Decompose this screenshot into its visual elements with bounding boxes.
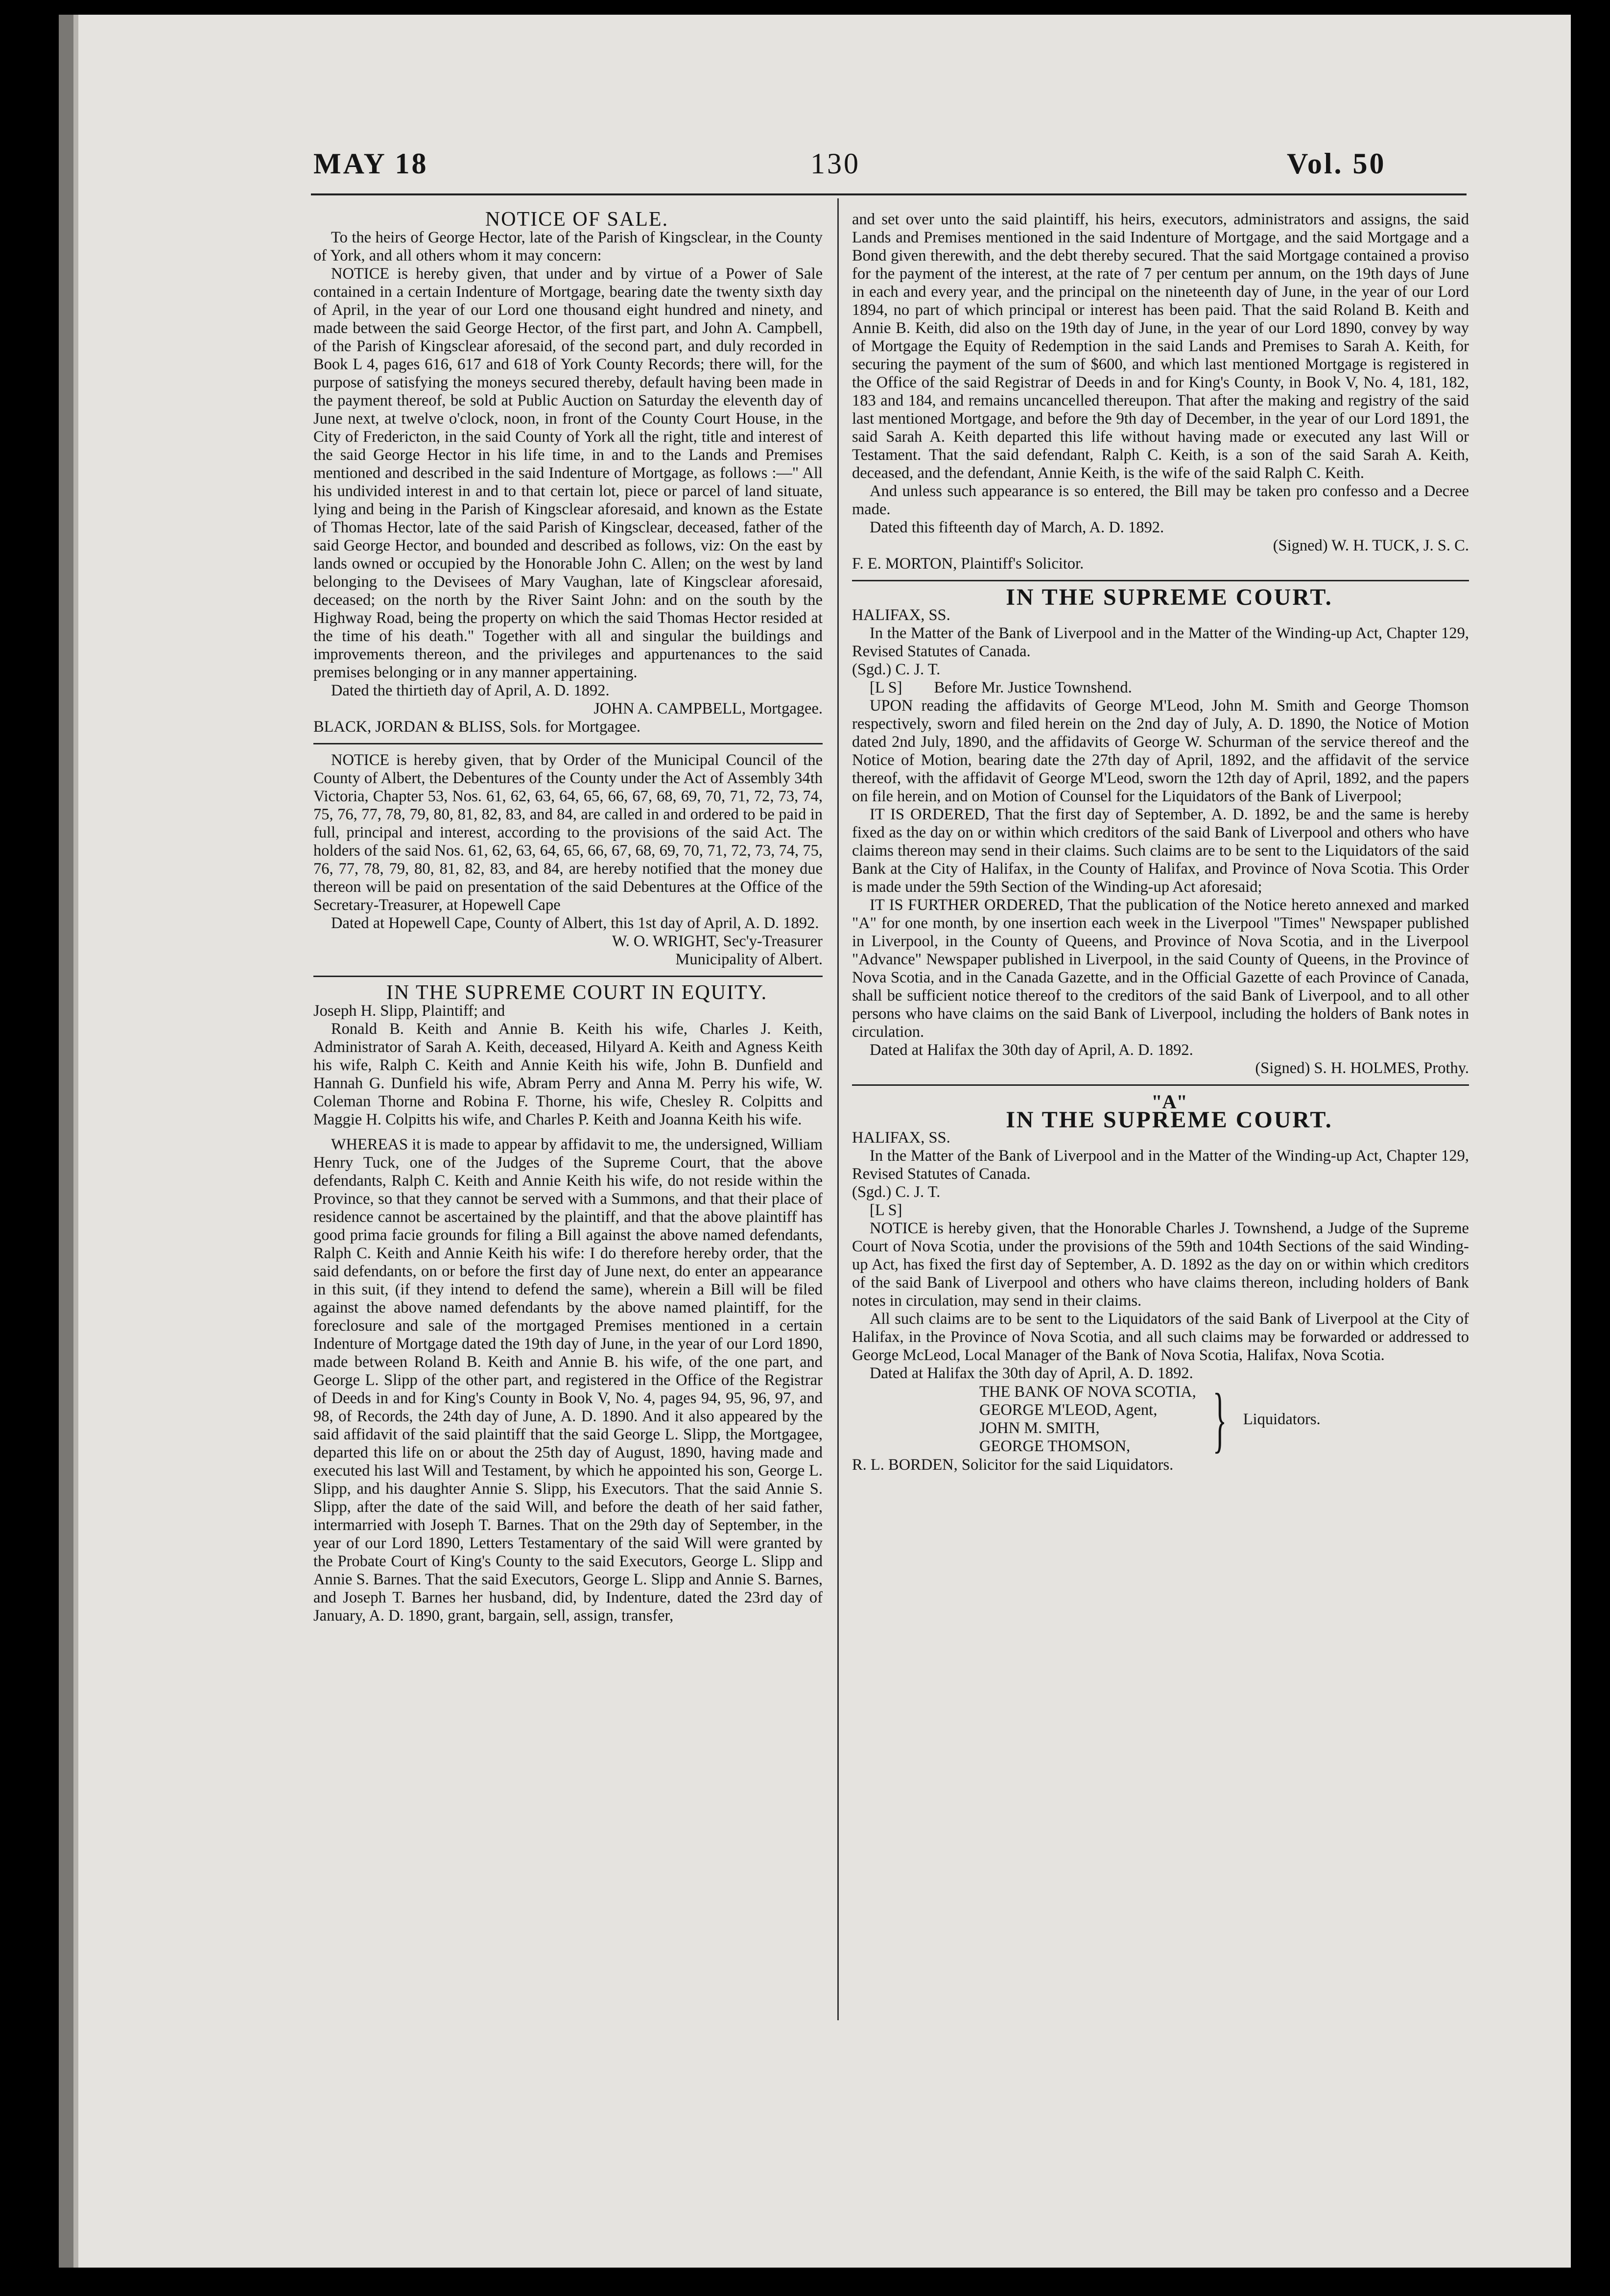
debenture-municipality: Municipality of Albert. [675, 951, 823, 968]
notice-of-sale-heading: NOTICE OF SALE. [485, 208, 669, 231]
liquidator-agent: GEORGE M'LEOD, Agent, [979, 1401, 1158, 1419]
right-column [852, 211, 1469, 1474]
debenture-signature: W. O. WRIGHT, Sec'y-Treasurer [612, 933, 823, 950]
liquidators-block [979, 1379, 1469, 1460]
sale-dated: Dated the thirtieth day of April, A. D. 1892. [331, 682, 610, 699]
header-date: MAY 18 [313, 147, 428, 180]
header-rule [311, 193, 1467, 195]
court-matter-1: In the Matter of the Bank of Liverpool and in the Matter of the Winding-up Act, Chapter 129, Revised Statutes of Canada. [852, 624, 1469, 660]
equity-solicitor: F. E. MORTON, Plaintiff's Solicitor. [852, 555, 1084, 573]
supreme-court-heading-1: IN THE SUPREME COURT. [1006, 584, 1333, 610]
court-dated-1: Dated at Halifax the 30th day of April, A. D. 1892. [870, 1041, 1193, 1059]
equity-court-heading: IN THE SUPREME COURT IN EQUITY. [386, 981, 768, 1004]
liquidator-thomson: GEORGE THOMSON, [979, 1437, 1131, 1455]
court-matter-2: In the Matter of the Bank of Liverpool and in the Matter of the Winding-up Act, Chapter 129, Revised Statutes of Canada. [852, 1147, 1469, 1183]
notice-a-mark: "A" [1151, 1091, 1187, 1113]
brace-glyph: } [1212, 1379, 1227, 1460]
sale-address: To the heirs of George Hector, late of the Parish of Kingsclear, in the County of York, and all others whom it may concern: [313, 229, 823, 264]
court-venue-1: HALIFAX, SS. [852, 606, 950, 624]
section-rule [852, 580, 1469, 581]
court-ordered: IT IS ORDERED, That the first day of September, A. D. 1892, be and the same is hereby fixed as the day on or within which creditors of the said Bank of Liverpool and others who have claims thereon may send in their claims. Such claims are to be sent to the Liquidators of the said Bank at the City of Halifax, in the County of Halifax, and Province of Nova Scotia. This Order is made under the 59th Section of the Winding-up Act aforesaid; [852, 806, 1469, 896]
equity-plaintiff: Joseph H. Slipp, Plaintiff; and [313, 1002, 505, 1020]
debenture-notice-body: NOTICE is hereby given, that by Order of the Municipal Council of the County of Albert, the Debentures of the County under the Act of Assembly 34th Victoria, Chapter 53, Nos. 61, 62, 63, 64, 65, 66, 67, 68, 69, 70, 71, 72, 73, 74, 75, 76, 77, 78, 79, 80, 81, 82, 83, and 84, are called in and ordered to be paid in full, principal and interest, according to the provisions of the said Act. The holders of the said Nos. 61, 62, 63, 64, 65, 66, 67, 68, 69, 70, 71, 72, 73, 74, 75, 76, 77, 78, 79, 80, 81, 82, 83, and 84, are hereby notified that the money due thereon will be paid on presentation of the said Debentures at the Office of the Secretary-Treasurer, at Hopewell Cape [313, 751, 823, 914]
liquidators-label: Liquidators. [1243, 1410, 1321, 1428]
left-column [313, 208, 823, 1625]
court-upon-reading: UPON reading the affidavits of George M'Leod, John M. Smith and George Thomson respectively, sworn and filed herein on the 2nd day of July, A. D. 1890, the Notice of Motion dated 2nd July, 1890, and the affidavits of George W. Schurman of the service thereof and the Notice of Motion, bearing date the 27th day of April, 1892, and the affidavit of the service thereof, with the affidavit of George M'Leod, sworn the 12th day of April, 1892, and the papers on file herein, and on Motion of Counsel for the Liquidators of the Bank of Liverpool; [852, 697, 1469, 805]
equity-unless: And unless such appearance is so entered, the Bill may be taken pro confesso and a Decree made. [852, 482, 1469, 518]
court-further-ordered: IT IS FURTHER ORDERED, That the publication of the Notice hereto annexed and marked "A" for one month, by one insertion each week in the Liverpool "Times" Newspaper published in Liverpool, in the County of Queens, and Province of Nova Scotia, and in the Liverpool "Advance" Newspaper published in Liverpool, in the said County of Queens, in the Province of Nova Scotia, and in the Canada Gazette, and in the Official Gazette of each Province of Canada, shall be sufficient notice thereof to the creditors of the said Bank of Liverpool, and to all other persons who have claims on the said Bank of Liverpool, including the holders of Bank notes in circulation. [852, 896, 1469, 1041]
section-rule [313, 743, 823, 744]
equity-judge-signature: (Signed) W. H. TUCK, J. S. C. [1273, 537, 1469, 554]
equity-dated: Dated this fifteenth day of March, A. D. 1892. [870, 519, 1164, 536]
equity-defendants: Ronald B. Keith and Annie B. Keith his wife, Charles J. Keith, Administrator of Sarah A. Keith, deceased, Hilyard A. Keith and Agness Keith his wife, Ralph C. Keith and Annie Keith his wife, John B. Dunfield and Hannah G. Dunfield his wife, Abram Perry and Anna M. Perry his wife, W. Coleman Thorne and Robina F. Thorne, his wife, Chesley R. Colpitts and Maggie H. Colpitts his wife, and Charles P. Keith and Joanna Keith his wife. [313, 1020, 823, 1128]
seal-ls-1: [L S] [870, 679, 902, 696]
column-divider [837, 198, 839, 2020]
court-sgd-1: (Sgd.) C. J. T. [852, 661, 941, 678]
section-rule [313, 976, 823, 977]
header-volume: Vol. 50 [1287, 147, 1386, 180]
court-sgd-2: (Sgd.) C. J. T. [852, 1183, 941, 1201]
sale-body: NOTICE is hereby given, that under and by virtue of a Power of Sale contained in a certain Indenture of Mortgage, bearing date the twenty sixth day of April, in the year of our Lord one thousand eight hundred and ninety, and made between the said George Hector, of the first part, and John A. Campbell, of the Parish of Kingsclear aforesaid, of the second part, and duly recorded in Book L 4, pages 616, 617 and 618 of York County Records; there will, for the purpose of satisfying the moneys secured thereby, default having been made in the payment thereof, be sold at Public Auction on Saturday the eleventh day of June next, at twelve o'clock, noon, in front of the County Court House, in the City of Fredericton, in the said County of York all the right, title and interest of the said George Hector in his life time, in and to the Lands and Premises mentioned and described in the said Indenture of Mortgage, as follows :—" All his undivided interest in and to that certain lot, piece or parcel of land situate, lying and being in the Parish of Kingsclear aforesaid, and known as the Estate of Thomas Hector, late of the said Parish of Kingsclear, deceased, father of the said George Hector, and bounded and described as follows, viz: On the east by lands owned or occupied by the Honorable John C. Allen; on the west by land belonging to the Devisees of Mary Vaughan, late of Kingsclear aforesaid, deceased; on the north by the River Saint John: and on the south by the Highway Road, being the property on which the said Thomas Hector resided at the time of his death." Together with all and singular the buildings and improvements thereon, and the privileges and appurtenances to the said premises belonging or in any manner appertaining. [313, 265, 823, 681]
liquidator-bank: THE BANK OF NOVA SCOTIA, [979, 1383, 1196, 1401]
court-seal-1 [852, 679, 1469, 697]
liquidator-smith: JOHN M. SMITH, [979, 1419, 1100, 1437]
sale-signature: JOHN A. CAMPBELL, Mortgagee. [593, 700, 823, 718]
debenture-dated: Dated at Hopewell Cape, County of Albert, this 1st day of April, A. D. 1892. [331, 914, 819, 932]
court-notice-2: NOTICE is hereby given, that the Honorable Charles J. Townshend, a Judge of the Supreme Court of Nova Scotia, under the provisions of the 59th and 104th Sections of the said Winding-up Act, has fixed the first day of September, A. D. 1892 as the day on or within which creditors of the said Bank of Liverpool and others who have claims thereon, including holders of Bank notes in circulation, may send in their claims. [852, 1220, 1469, 1310]
court-seal-2: [L S] [870, 1201, 902, 1219]
court-claims-2: All such claims are to be sent to the Liquidators of the said Bank of Liverpool at the City of Halifax, in the Province of Nova Scotia, and all such claims may be forwarded or addressed to George McLeod, Local Manager of the Bank of Nova Scotia, Halifax, Nova Scotia. [852, 1310, 1469, 1364]
newspaper-page [59, 15, 1571, 2268]
equity-continued: and set over unto the said plaintiff, his heirs, executors, administrators and assigns, the said Lands and Premises mentioned in the said Indenture of Mortgage, and the said Mortgage and a Bond given therewith, and the debt thereby secured. That the said Mortgage contained a proviso for the payment of the interest, at the rate of 7 per centum per annum, on the 19th days of June in each and every year, and the principal on the nineteenth day of June, in the year of our Lord 1894, no part of which principal or interest has been paid. That the said Roland B. Keith and Annie B. Keith, did also on the 19th day of June, in the year of our Lord 1890, convey by way of Mortgage the Equity of Redemption in the said Lands and Premises to Sarah A. Keith, for securing the payment of the sum of $600, and which last mentioned Mortgage is registered in the Office of the said Registrar of Deeds in and for King's County, in Book V, No. 4, 181, 182, 183 and 184, and remains uncancelled thereupon. That after the making and registry of the said last mentioned Mortgage, and before the 9th day of December, in the year of our Lord 1891, the said Sarah A. Keith departed this life without having made or executed any last Will or Testament. That the said defendant, Ralph C. Keith, is a son of the said Sarah A. Keith, deceased, and the defendant, Annie Keith, is the wife of the said Ralph C. Keith. [852, 211, 1469, 482]
section-rule [852, 1084, 1469, 1086]
court-venue-2: HALIFAX, SS. [852, 1129, 950, 1147]
liquidators-solicitor: R. L. BORDEN, Solicitor for the said Liquidators. [852, 1456, 1174, 1474]
prothonotary-signature: (Signed) S. H. HOLMES, Prothy. [1255, 1059, 1469, 1077]
binding-shadow [73, 15, 78, 2268]
court-dated-2: Dated at Halifax the 30th day of April, A. D. 1892. [870, 1364, 1193, 1382]
sale-solicitors: BLACK, JORDAN & BLISS, Sols. for Mortgagee. [313, 718, 641, 736]
equity-body: WHEREAS it is made to appear by affidavit to me, the undersigned, William Henry Tuck, one of the Judges of the Supreme Court, that the above defendants, Ralph C. Keith and Annie Keith his wife, do not reside within the Province, so that they cannot be served with a Summons, and that their place of residence cannot be ascertained by the plaintiff, and that the above plaintiff has good prima facie grounds for filing a Bill against the above named defendants, Ralph C. Keith and Annie Keith his wife: I do therefore hereby order, that the said defendants, on or before the first day of June next, do enter an appearance in this suit, (if they intend to defend the same), wherein a Bill will be filed against the above named defendants by the above named plaintiff, for the foreclosure and sale of the mortgaged Premises mentioned in a certain Indenture of Mortgage dated the 19th day of June, in the year of our Lord 1890, made between Roland B. Keith and Annie B. his wife, of the one part, and George L. Slipp of the other part, and registered in the Office of the Registrar of Deeds in and for King's County in Book V, No. 4, pages 94, 95, 96, 97, and 98, of Records, the 24th day of June, A. D. 1890. And it also appeared by the said affidavit of the said plaintiff that the said George L. Slipp, the Mortgagee, departed this life on or about the 25th day of August, 1890, having made and executed his last Will and Testament, by which he appointed his son, George L. Slipp, and his daughter Annie S. Slipp, his Executors. That the said Annie S. Slipp, after the date of the said Will, and before the death of her said father, intermarried with Joseph T. Barnes. That on the 29th day of September, in the year of our Lord 1890, Letters Testamentary of the said Will were granted by the Probate Court of King's County to the said Executors, George L. Slipp and Annie S. Barnes. That the said Executors, George L. Slipp and Annie S. Barnes, and Joseph T. Barnes her husband, did, by Indenture, dated the 23rd day of January, A. D. 1890, grant, bargain, sell, assign, transfer, [313, 1136, 823, 1625]
binding-edge [59, 15, 73, 2268]
supreme-court-heading-2: IN THE SUPREME COURT. [1006, 1107, 1333, 1133]
before-justice: Before Mr. Justice Townshend. [934, 679, 1132, 696]
header-page-number: 130 [810, 147, 860, 180]
